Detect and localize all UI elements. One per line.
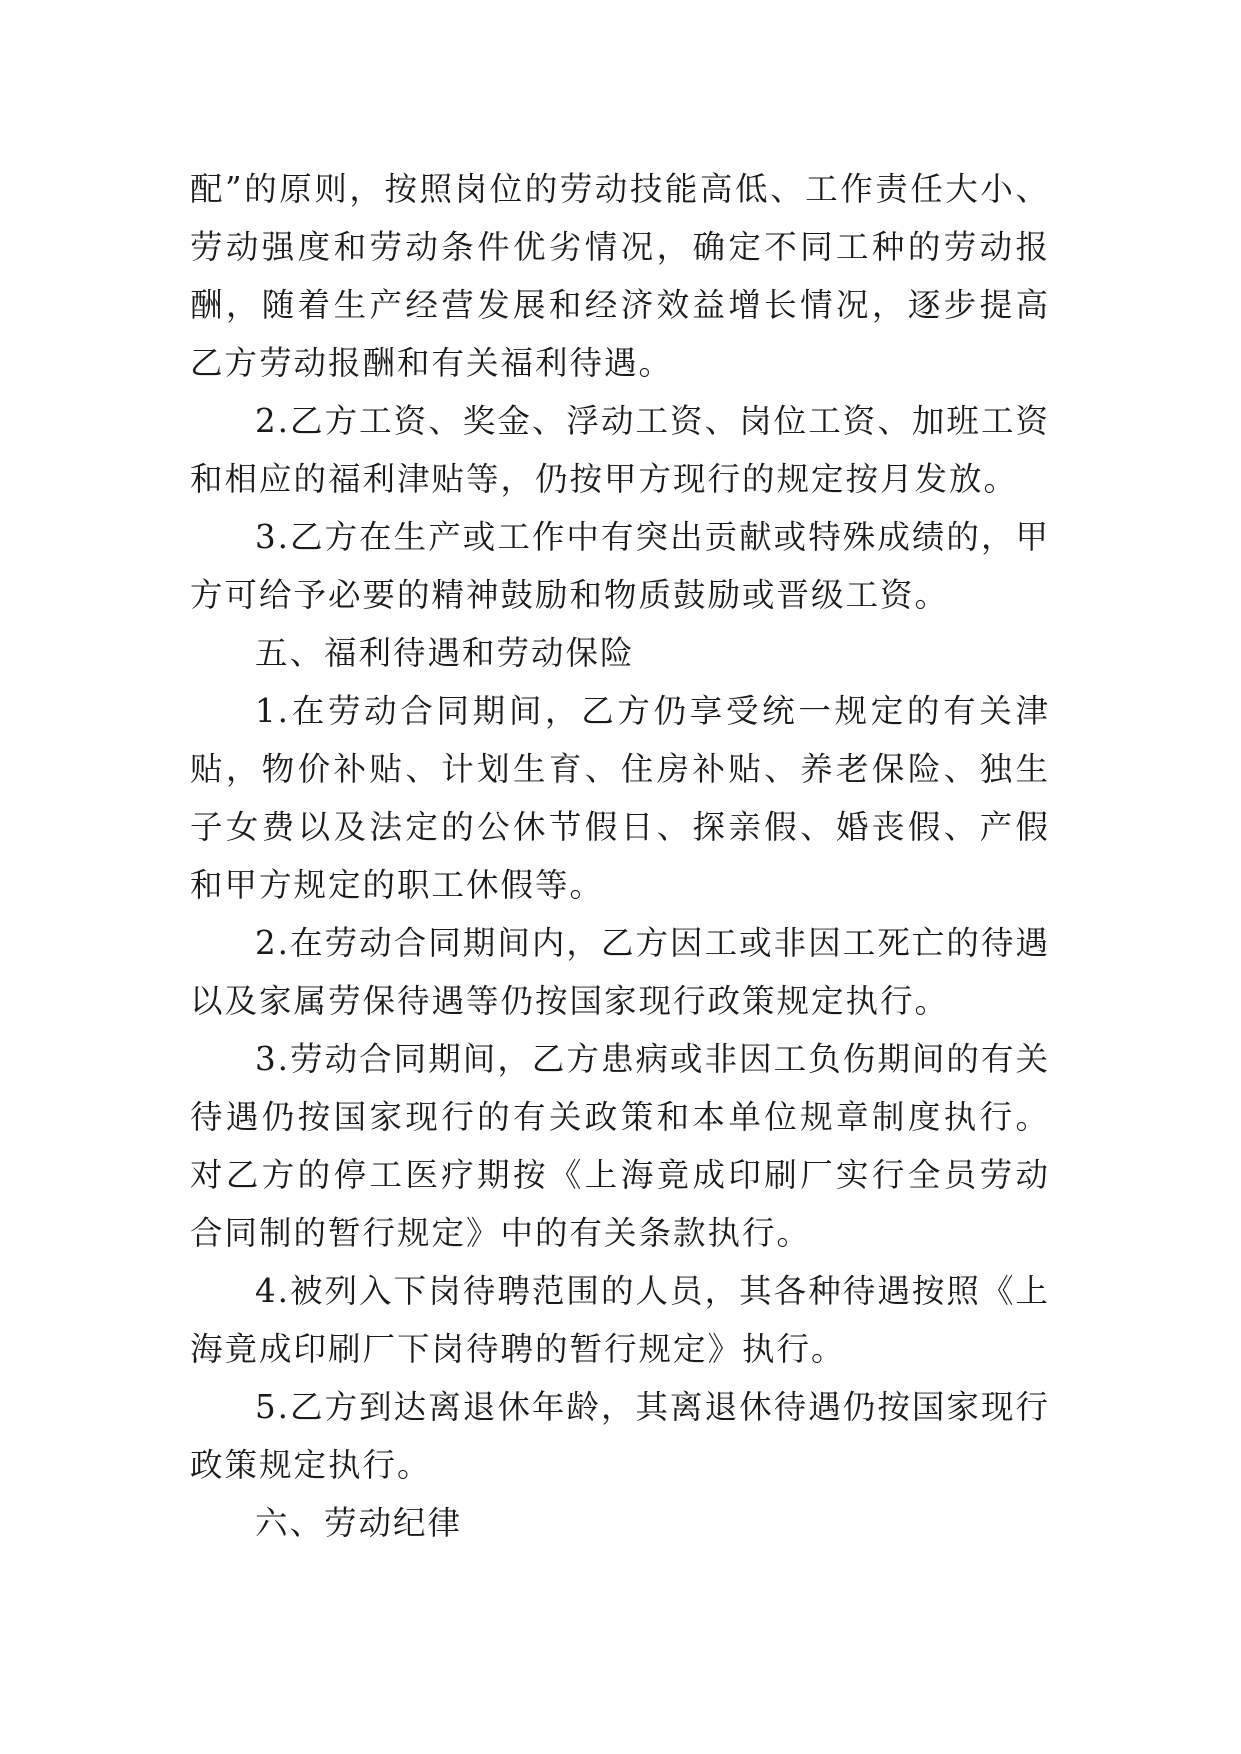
- paragraph-sick-leave: 3.劳动合同期间，乙方患病或非因工负伤期间的有关待遇仍按国家现行的有关政策和本单位规章制度执行。对乙方的停工医疗期按《上海竟成印刷厂实行全员劳动合同制的暂行规定》中的有关条款执行。: [190, 1040, 1050, 1252]
- paragraph-death-benefits: 2.在劳动合同期间内，乙方因工或非因工死亡的待遇以及家属劳保待遇等仍按国家现行政策规定执行。: [190, 924, 1050, 1020]
- paragraph-retirement: 5.乙方到达离退休年龄，其离退休待遇仍按国家现行政策规定执行。: [190, 1388, 1050, 1484]
- paragraph-wage-payment: 2.乙方工资、奖金、浮动工资、岗位工资、加班工资和相应的福利津贴等，仍按甲方现行的规定按月发放。: [190, 402, 1050, 498]
- paragraph-wage-principle: 配”的原则，按照岗位的劳动技能高低、工作责任大小、劳动强度和劳动条件优劣情况，确定不同工种的劳动报酬，随着生产经营发展和经济效益增长情况，逐步提高乙方劳动报酬和有关福利待遇。: [190, 170, 1050, 382]
- paragraph-reward: 3.乙方在生产或工作中有突出贡献或特殊成绩的，甲方可给予必要的精神鼓励和物质鼓励或晋级工资。: [190, 518, 1050, 614]
- section-heading-discipline: 六、劳动纪律: [255, 1504, 463, 1542]
- paragraph-laid-off: 4.被列入下岗待聘范围的人员，其各种待遇按照《上海竟成印刷厂下岗待聘的暂行规定》执行。: [190, 1272, 1050, 1368]
- paragraph-allowances: 1.在劳动合同期间，乙方仍享受统一规定的有关津贴，物价补贴、计划生育、住房补贴、养老保险、独生子女费以及法定的公休节假日、探亲假、婚丧假、产假和甲方规定的职工休假等。: [190, 692, 1050, 904]
- document-body: [190, 160, 1050, 1552]
- section-heading-welfare: 五、福利待遇和劳动保险: [255, 634, 635, 672]
